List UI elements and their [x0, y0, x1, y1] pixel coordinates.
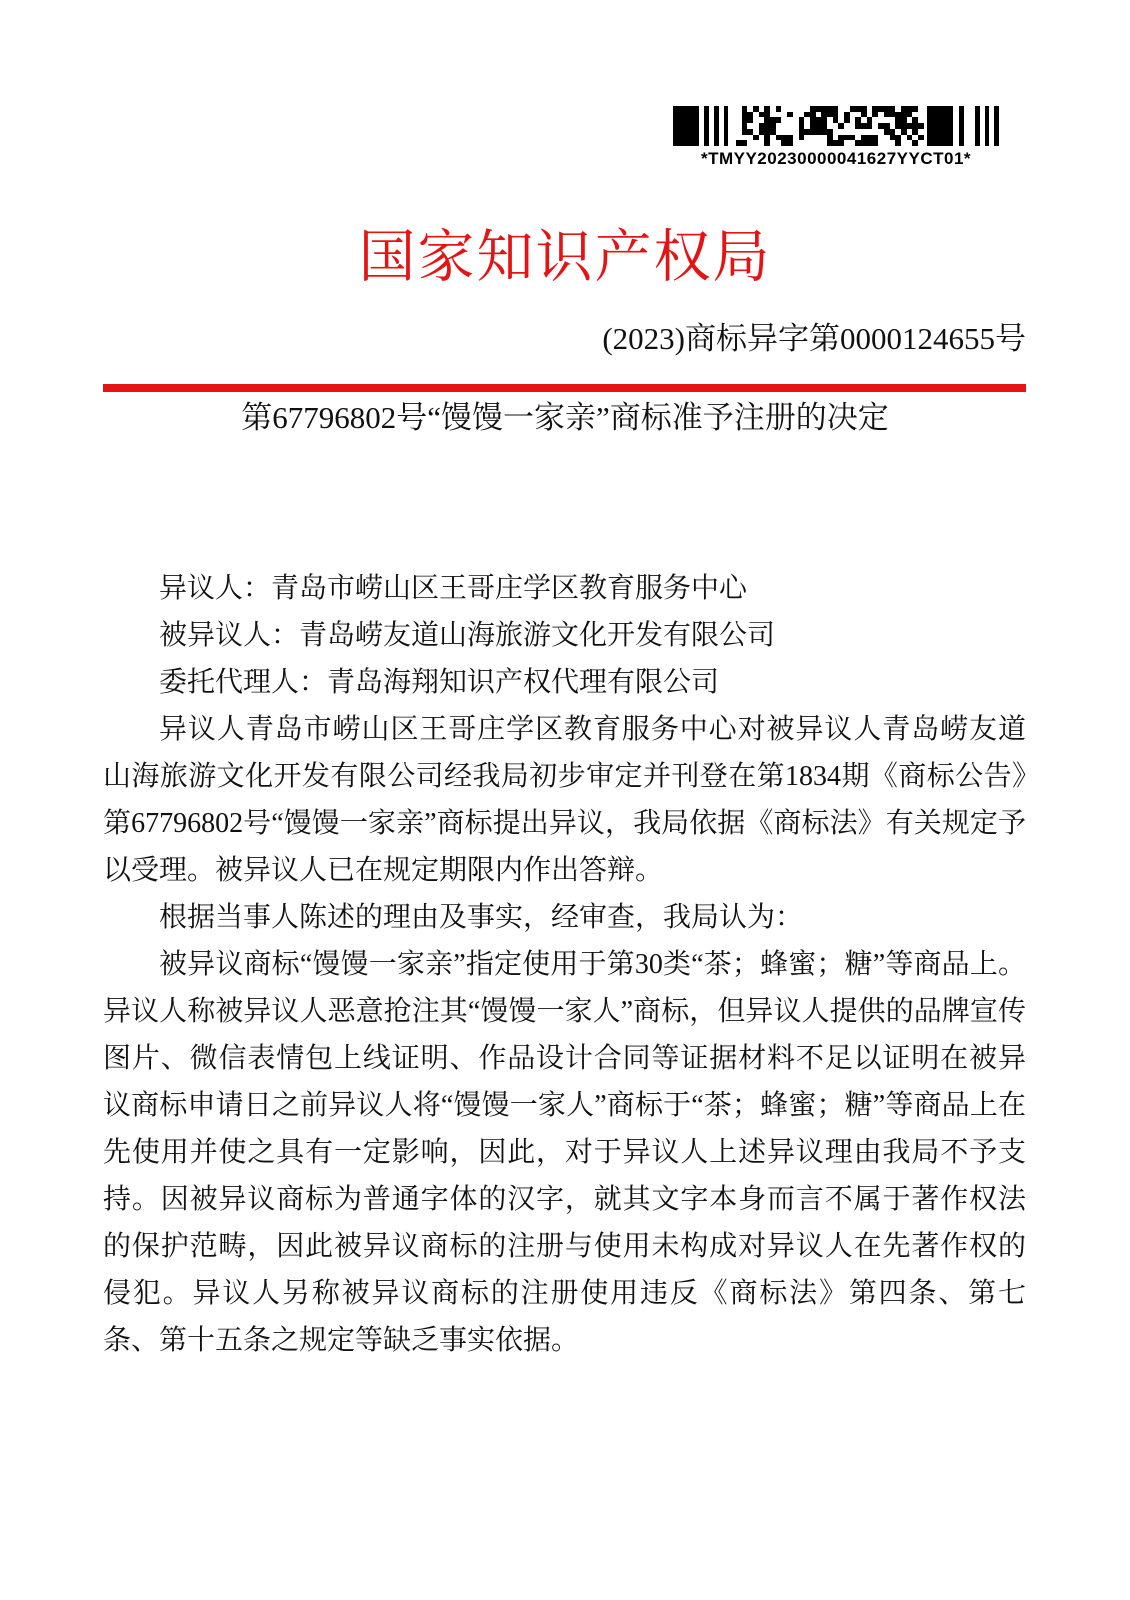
barcode-end-block	[927, 106, 953, 146]
party-line-agent: 委托代理人：青岛海翔知识产权代理有限公司	[159, 667, 720, 698]
document-body	[103, 565, 1026, 1364]
party-line-opposed: 被异议人：青岛崂友道山海旅游文化开发有限公司	[159, 620, 776, 651]
party-line-opponent: 异议人：青岛市崂山区王哥庄学区教育服务中心	[159, 573, 748, 604]
red-divider	[103, 384, 1026, 392]
barcode-text: *TMYY20230000041627YYCT01*	[700, 149, 972, 168]
agency-title: 国家知识产权局	[358, 226, 772, 289]
barcode-matrix	[799, 106, 924, 146]
barcode-graphic-icon	[673, 106, 999, 146]
barcode-matrix	[736, 106, 793, 146]
paragraph-finding-detail: 被异议商标“馒馒一家亲”指定使用于第30类“茶；蜂蜜；糖”等商品上。异议人称被异议人恶意抢注其“馒馒一家人”商标，但异议人提供的品牌宣传图片、微信表情包上线证明、作品设计合同等证据材料不足以证明在被异议商标申请日之前异议人将“馒馒一家人”商标于“茶；蜂蜜；糖”等商品上在先使用并使之具有一定影响，因此，对于异议人上述异议理由我局不予支持。因被异议商标为普通字体的汉字，就其文字本身而言不属于著作权法的保护范畴，因此被异议商标的注册与使用未构成对异议人在先著作权的侵犯。异议人另称被异议商标的注册使用违反《商标法》第四条、第七条、第十五条之规定等缺乏事实依据。	[103, 949, 1026, 1356]
barcode	[673, 106, 999, 169]
barcode-start-block	[673, 106, 699, 146]
decision-title: 第67796802号“馒馒一家亲”商标准予注册的决定	[241, 400, 889, 435]
doc-number: (2023)商标异字第0000124655号	[602, 321, 1026, 356]
paragraph-finding-intro: 根据当事人陈述的理由及事实，经审查，我局认为：	[159, 902, 804, 933]
paragraph-case-summary: 异议人青岛市崂山区王哥庄学区教育服务中心对被异议人青岛崂友道山海旅游文化开发有限公司经我局初步审定并刊登在第1834期《商标公告》第67796802号“馒馒一家亲”商标提出异议，我局依据《商标法》有关规定予以受理。被异议人已在规定期限内作出答辩。	[103, 714, 1026, 886]
